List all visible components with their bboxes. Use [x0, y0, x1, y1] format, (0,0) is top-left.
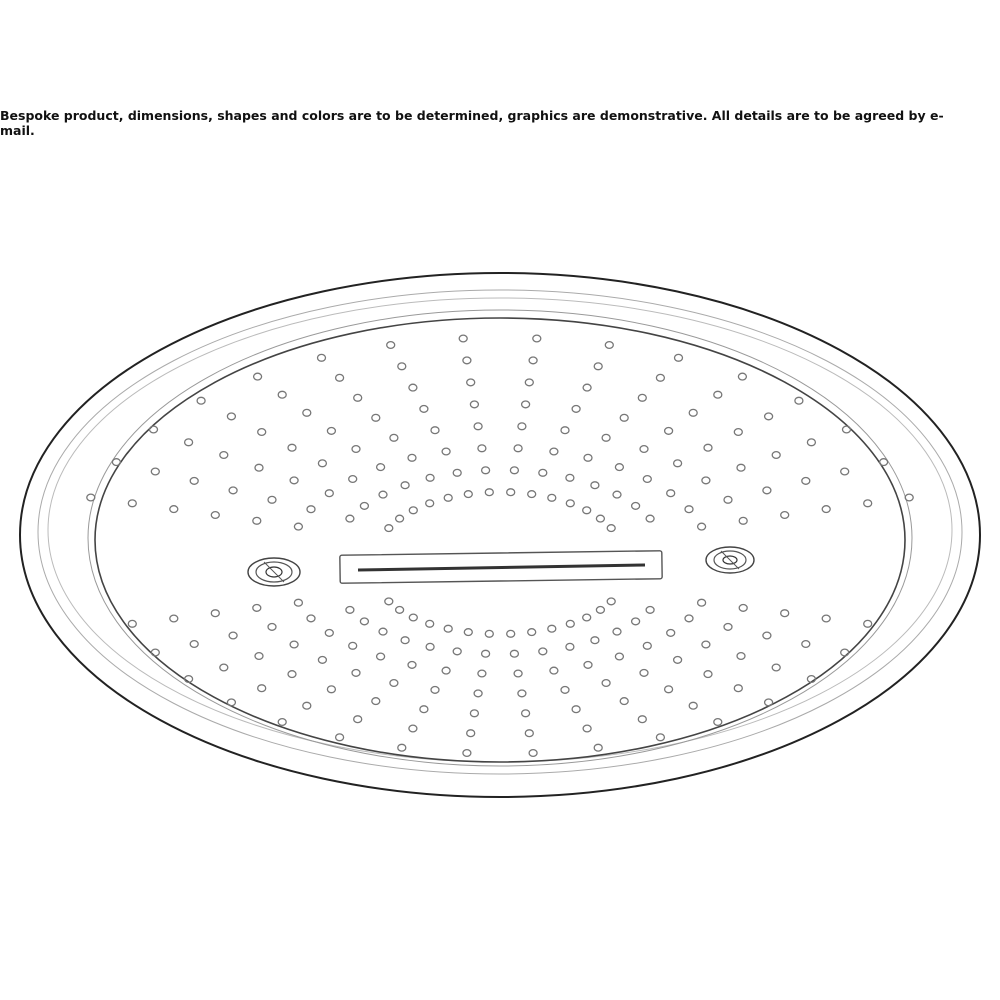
nozzle-icon [190, 478, 198, 485]
nozzle-icon [822, 615, 830, 622]
nozzle-icon [352, 670, 360, 677]
nozzle-icon [739, 605, 747, 612]
nozzle-icon [620, 414, 628, 421]
nozzle-icon [763, 487, 771, 494]
nozzle-icon [685, 506, 693, 513]
nozzle-icon [467, 730, 475, 737]
nozzle-icon [843, 426, 851, 433]
nozzle-icon [327, 686, 335, 693]
nozzle-icon [724, 624, 732, 631]
nozzle-icon [638, 716, 646, 723]
rim-bevel [38, 290, 962, 774]
nozzle-icon [646, 515, 654, 522]
nozzle-icon [638, 394, 646, 401]
nozzle-icon [698, 599, 706, 606]
nozzle-icon [675, 354, 683, 361]
nozzle-icon [702, 641, 710, 648]
nozzle-icon [772, 452, 780, 459]
nozzle-icon [463, 750, 471, 757]
nozzle-icon [772, 664, 780, 671]
nozzle-icon [220, 452, 228, 459]
nozzle-icon [290, 641, 298, 648]
nozzle-icon [864, 500, 872, 507]
nozzle-icon [734, 685, 742, 692]
nozzle-icon [478, 670, 486, 677]
nozzle-icon [583, 507, 591, 514]
nozzle-icon [734, 429, 742, 436]
nozzle-icon [880, 459, 888, 466]
nozzle-icon [510, 467, 518, 474]
nozzle-icon [665, 428, 673, 435]
nozzle-icon [426, 643, 434, 650]
nozzle-icon [667, 630, 675, 637]
nozzle-icon [802, 478, 810, 485]
nozzle-icon [539, 469, 547, 476]
nozzle-icon [596, 607, 604, 614]
nozzle-icon [591, 637, 599, 644]
nozzle-icon [765, 413, 773, 420]
outer-rim [20, 273, 980, 797]
nozzle-icon [463, 357, 471, 364]
nozzle-icon [253, 517, 261, 524]
nozzle-icon [802, 641, 810, 648]
inner-face [95, 318, 905, 762]
nozzle-icon [714, 391, 722, 398]
nozzle-icon [303, 702, 311, 709]
nozzle-icon [255, 464, 263, 471]
nozzle-icon [398, 363, 406, 370]
nozzle-icon [151, 468, 159, 475]
nozzle-icon [632, 618, 640, 625]
nozzle-icon [583, 725, 591, 732]
nozzle-icon [268, 624, 276, 631]
nozzle-icon [841, 468, 849, 475]
nozzle-icon [689, 409, 697, 416]
nozzle-array [87, 335, 913, 756]
nozzle-icon [514, 445, 522, 452]
nozzle-icon [151, 649, 159, 656]
nozzle-icon [615, 464, 623, 471]
nozzle-icon [667, 490, 675, 497]
nozzle-icon [426, 500, 434, 507]
nozzle-icon [550, 667, 558, 674]
nozzle-icon [596, 515, 604, 522]
nozzle-icon [431, 427, 439, 434]
rim-inner-bevel [48, 298, 952, 762]
nozzle-icon [409, 725, 417, 732]
nozzle-icon [379, 628, 387, 635]
nozzle-icon [227, 699, 235, 706]
nozzle-icon [431, 687, 439, 694]
nozzle-icon [128, 500, 136, 507]
nozzle-icon [360, 618, 368, 625]
nozzle-icon [229, 632, 237, 639]
nozzle-icon [550, 448, 558, 455]
nozzle-icon [294, 523, 302, 530]
nozzle-icon [467, 379, 475, 386]
nozzle-icon [566, 500, 574, 507]
nozzle-icon [420, 406, 428, 413]
nozzle-icon [197, 397, 205, 404]
nozzle-icon [522, 401, 530, 408]
nozzle-icon [781, 610, 789, 617]
nozzle-icon [354, 716, 362, 723]
nozzle-icon [318, 460, 326, 467]
nozzle-icon [620, 698, 628, 705]
nozzle-icon [426, 474, 434, 481]
nozzle-icon [607, 598, 615, 605]
nozzle-icon [396, 607, 404, 614]
nozzle-icon [482, 467, 490, 474]
nozzle-icon [352, 446, 360, 453]
nozzle-icon [643, 642, 651, 649]
nozzle-icon [613, 628, 621, 635]
nozzle-icon [583, 384, 591, 391]
nozzle-icon [539, 648, 547, 655]
nozzle-icon [602, 680, 610, 687]
nozzle-icon [905, 494, 913, 501]
nozzle-icon [724, 496, 732, 503]
nozzle-icon [398, 744, 406, 751]
nozzle-icon [482, 650, 490, 657]
nozzle-icon [150, 426, 158, 433]
nozzle-icon [112, 459, 120, 466]
nozzle-icon [864, 620, 872, 627]
nozzle-icon [377, 464, 385, 471]
nozzle-icon [685, 615, 693, 622]
nozzle-icon [478, 445, 486, 452]
nozzle-icon [453, 469, 461, 476]
nozzle-icon [738, 373, 746, 380]
nozzle-icon [656, 374, 664, 381]
nozzle-icon [318, 354, 326, 361]
nozzle-icon [737, 464, 745, 471]
nozzle-icon [566, 643, 574, 650]
nozzle-icon [548, 625, 556, 632]
nozzle-icon [566, 474, 574, 481]
nozzle-icon [704, 444, 712, 451]
nozzle-icon [632, 503, 640, 510]
nozzle-icon [561, 687, 569, 694]
nozzle-icon [325, 490, 333, 497]
nozzle-icon [349, 476, 357, 483]
nozzle-icon [336, 734, 344, 741]
nozzle-icon [372, 698, 380, 705]
nozzle-icon [584, 454, 592, 461]
right-jet-icon [706, 547, 754, 573]
nozzle-icon [278, 391, 286, 398]
nozzle-icon [646, 607, 654, 614]
nozzle-icon [704, 671, 712, 678]
nozzle-icon [303, 409, 311, 416]
nozzle-icon [528, 491, 536, 498]
nozzle-icon [698, 523, 706, 530]
nozzle-icon [640, 446, 648, 453]
nozzle-icon [354, 394, 362, 401]
nozzle-icon [409, 614, 417, 621]
nozzle-icon [822, 506, 830, 513]
nozzle-icon [781, 512, 789, 519]
nozzle-icon [591, 482, 599, 489]
nozzle-icon [525, 730, 533, 737]
nozzle-icon [294, 599, 302, 606]
nozzle-icon [426, 620, 434, 627]
nozzle-icon [665, 686, 673, 693]
nozzle-icon [396, 515, 404, 522]
nozzle-icon [278, 719, 286, 726]
nozzle-icon [514, 670, 522, 677]
nozzle-icon [518, 423, 526, 430]
nozzle-icon [533, 335, 541, 342]
nozzle-icon [453, 648, 461, 655]
nozzle-icon [258, 429, 266, 436]
nozzle-icon [507, 630, 515, 637]
nozzle-icon [714, 719, 722, 726]
nozzle-icon [327, 428, 335, 435]
nozzle-icon [387, 342, 395, 349]
nozzle-icon [485, 489, 493, 496]
nozzle-icon [444, 625, 452, 632]
nozzle-icon [572, 706, 580, 713]
nozzle-icon [763, 632, 771, 639]
nozzle-icon [485, 630, 493, 637]
nozzle-icon [605, 342, 613, 349]
nozzle-icon [444, 494, 452, 501]
left-jet-icon [248, 558, 300, 586]
nozzle-icon [87, 494, 95, 501]
nozzle-icon [408, 454, 416, 461]
nozzle-icon [385, 525, 393, 532]
nozzle-icon [379, 491, 387, 498]
nozzle-icon [325, 630, 333, 637]
nozzle-icon [190, 641, 198, 648]
nozzle-icon [841, 649, 849, 656]
nozzle-icon [229, 487, 237, 494]
nozzle-icon [807, 439, 815, 446]
nozzle-icon [372, 414, 380, 421]
nozzle-icon [615, 653, 623, 660]
nozzle-icon [583, 614, 591, 621]
nozzle-icon [288, 671, 296, 678]
nozzle-icon [128, 620, 136, 627]
nozzle-icon [643, 476, 651, 483]
nozzle-icon [674, 460, 682, 467]
nozzle-icon [470, 401, 478, 408]
nozzle-icon [307, 506, 315, 513]
nozzle-icon [656, 734, 664, 741]
disclaimer-text: Bespoke product, dimensions, shapes and colors are to be determined, graphics are demonstrative. All details are to be agreed by e-mail. [0, 108, 944, 138]
nozzle-icon [220, 664, 228, 671]
nozzle-icon [689, 702, 697, 709]
nozzle-icon [211, 512, 219, 519]
nozzle-icon [464, 491, 472, 498]
nozzle-icon [594, 363, 602, 370]
nozzle-icon [170, 615, 178, 622]
nozzle-icon [170, 506, 178, 513]
nozzle-icon [566, 620, 574, 627]
nozzle-icon [307, 615, 315, 622]
nozzle-icon [510, 650, 518, 657]
nozzle-icon [390, 434, 398, 441]
nozzle-icon [442, 448, 450, 455]
nozzle-icon [185, 439, 193, 446]
nozzle-icon [390, 680, 398, 687]
nozzle-icon [268, 496, 276, 503]
nozzle-icon [408, 662, 416, 669]
nozzle-icon [346, 607, 354, 614]
nozzle-icon [474, 690, 482, 697]
nozzle-icon [529, 750, 537, 757]
nozzle-icon [459, 335, 467, 342]
nozzle-icon [253, 605, 261, 612]
nozzle-icon [288, 444, 296, 451]
nozzle-icon [548, 494, 556, 501]
nozzle-icon [470, 710, 478, 717]
inner-face-edge [88, 310, 912, 766]
nozzle-icon [318, 657, 326, 664]
nozzle-icon [409, 507, 417, 514]
nozzle-icon [572, 406, 580, 413]
nozzle-icon [607, 525, 615, 532]
nozzle-icon [420, 706, 428, 713]
nozzle-icon [737, 653, 745, 660]
nozzle-icon [640, 670, 648, 677]
nozzle-icon [360, 503, 368, 510]
nozzle-icon [613, 491, 621, 498]
nozzle-icon [522, 710, 530, 717]
nozzle-icon [254, 373, 262, 380]
nozzle-icon [385, 598, 393, 605]
nozzle-icon [474, 423, 482, 430]
nozzle-icon [211, 610, 219, 617]
nozzle-icon [349, 642, 357, 649]
nozzle-icon [525, 379, 533, 386]
nozzle-icon [529, 357, 537, 364]
nozzle-icon [464, 629, 472, 636]
nozzle-icon [561, 427, 569, 434]
nozzle-icon [227, 413, 235, 420]
nozzle-icon [518, 690, 526, 697]
nozzle-icon [765, 699, 773, 706]
nozzle-icon [674, 657, 682, 664]
nozzle-icon [442, 667, 450, 674]
nozzle-icon [401, 482, 409, 489]
nozzle-icon [258, 685, 266, 692]
nozzle-icon [594, 744, 602, 751]
nozzle-icon [584, 662, 592, 669]
nozzle-icon [346, 515, 354, 522]
nozzle-icon [377, 653, 385, 660]
nozzle-icon [602, 434, 610, 441]
nozzle-icon [795, 397, 803, 404]
nozzle-icon [255, 653, 263, 660]
nozzle-icon [409, 384, 417, 391]
nozzle-icon [290, 477, 298, 484]
center-slot [340, 551, 662, 583]
nozzle-icon [702, 477, 710, 484]
nozzle-icon [739, 517, 747, 524]
nozzle-icon [528, 629, 536, 636]
nozzle-icon [401, 637, 409, 644]
nozzle-icon [507, 489, 515, 496]
nozzle-icon [336, 374, 344, 381]
